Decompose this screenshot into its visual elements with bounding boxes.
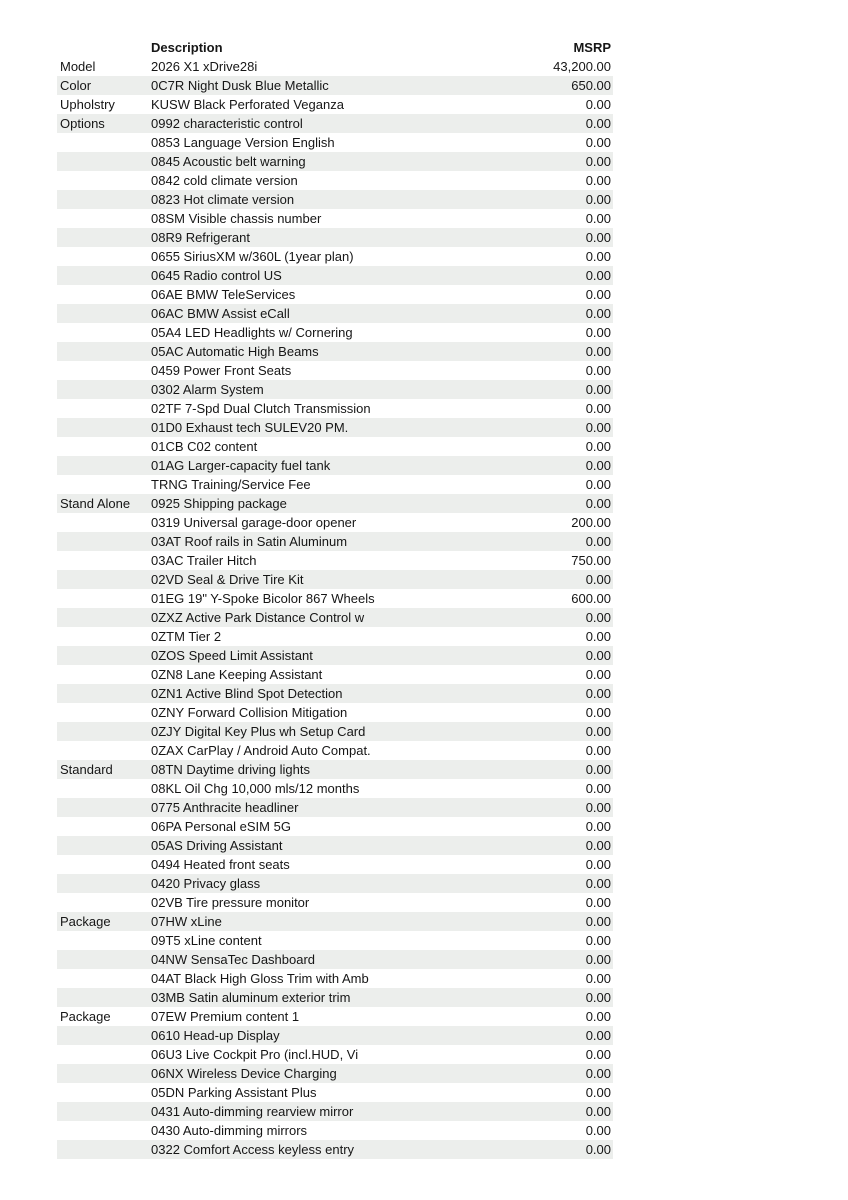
row-description: 0302 Alarm System <box>151 382 264 397</box>
row-description: 0655 SiriusXM w/360L (1year plan) <box>151 249 354 264</box>
table-row <box>57 988 613 1007</box>
table-row <box>57 950 613 969</box>
table-row <box>57 247 613 266</box>
row-description: 05AS Driving Assistant <box>151 838 283 853</box>
row-msrp: 0.00 <box>585 686 611 701</box>
row-description: 07HW xLine <box>151 914 222 929</box>
table-row <box>57 456 613 475</box>
table-row <box>57 532 613 551</box>
row-msrp: 0.00 <box>585 268 611 283</box>
row-description: 0ZAX CarPlay / Android Auto Compat. <box>151 743 371 758</box>
row-description: 05AC Automatic High Beams <box>151 344 319 359</box>
row-msrp: 0.00 <box>585 648 611 663</box>
row-description: 03MB Satin aluminum exterior trim <box>151 990 351 1005</box>
row-msrp: 0.00 <box>585 420 611 435</box>
row-category: Package <box>60 1009 111 1024</box>
table-row <box>57 912 613 931</box>
table-row <box>57 304 613 323</box>
row-msrp: 0.00 <box>585 439 611 454</box>
table-row <box>57 437 613 456</box>
table-row <box>57 646 613 665</box>
row-description: 0ZN8 Lane Keeping Assistant <box>151 667 323 682</box>
row-description: 0ZOS Speed Limit Assistant <box>151 648 313 663</box>
table-row <box>57 627 613 646</box>
row-description: 2026 X1 xDrive28i <box>151 59 258 74</box>
table-row <box>57 323 613 342</box>
row-msrp: 0.00 <box>585 534 611 549</box>
row-description: 08R9 Refrigerant <box>151 230 250 245</box>
row-description: 08KL Oil Chg 10,000 mls/12 months <box>151 781 360 796</box>
table-row <box>57 760 613 779</box>
row-description: 08TN Daytime driving lights <box>151 762 310 777</box>
table-row <box>57 266 613 285</box>
row-description: 01CB C02 content <box>151 439 258 454</box>
row-msrp: 0.00 <box>585 230 611 245</box>
row-msrp: 0.00 <box>585 1085 611 1100</box>
table-row <box>57 608 613 627</box>
table-row <box>57 1026 613 1045</box>
row-description: 0319 Universal garage-door opener <box>151 515 357 530</box>
row-msrp: 0.00 <box>585 876 611 891</box>
table-row <box>57 228 613 247</box>
row-description: 0ZXZ Active Park Distance Control w <box>151 610 365 625</box>
table-row <box>57 684 613 703</box>
table-row <box>57 342 613 361</box>
table-row <box>57 1121 613 1140</box>
table-row <box>57 969 613 988</box>
row-category: Options <box>60 116 105 131</box>
row-description: 0645 Radio control US <box>151 268 282 283</box>
row-msrp: 0.00 <box>585 914 611 929</box>
row-msrp: 0.00 <box>585 382 611 397</box>
row-description: 0322 Comfort Access keyless entry <box>151 1142 355 1157</box>
row-msrp: 0.00 <box>585 857 611 872</box>
table-row <box>57 893 613 912</box>
table-row <box>57 171 613 190</box>
row-msrp: 0.00 <box>585 344 611 359</box>
vehicle-options-document <box>57 38 613 1159</box>
table-row <box>57 589 613 608</box>
table-row <box>57 95 613 114</box>
table-row <box>57 361 613 380</box>
row-msrp: 0.00 <box>585 933 611 948</box>
table-row <box>57 817 613 836</box>
table-row <box>57 380 613 399</box>
table-row <box>57 798 613 817</box>
row-msrp: 600.00 <box>571 591 611 606</box>
table-row <box>57 114 613 133</box>
table-row <box>57 418 613 437</box>
row-msrp: 0.00 <box>585 477 611 492</box>
row-msrp: 0.00 <box>585 325 611 340</box>
row-msrp: 0.00 <box>585 1142 611 1157</box>
row-description: 05DN Parking Assistant Plus <box>151 1085 317 1100</box>
table-row <box>57 1140 613 1159</box>
row-msrp: 0.00 <box>585 116 611 131</box>
table-row <box>57 551 613 570</box>
row-description: 06NX Wireless Device Charging <box>151 1066 337 1081</box>
row-msrp: 200.00 <box>571 515 611 530</box>
row-description: 0430 Auto-dimming mirrors <box>151 1123 308 1138</box>
table-row <box>57 779 613 798</box>
row-msrp: 43,200.00 <box>553 59 611 74</box>
row-msrp: 0.00 <box>585 724 611 739</box>
row-category: Package <box>60 914 111 929</box>
row-description: 03AT Roof rails in Satin Aluminum <box>151 534 348 549</box>
row-description: 08SM Visible chassis number <box>151 211 322 226</box>
row-msrp: 0.00 <box>585 800 611 815</box>
table-row <box>57 836 613 855</box>
row-msrp: 0.00 <box>585 990 611 1005</box>
row-description: 01D0 Exhaust tech SULEV20 PM. <box>151 420 349 435</box>
row-description: 01AG Larger-capacity fuel tank <box>151 458 331 473</box>
row-msrp: 0.00 <box>585 211 611 226</box>
row-category: Stand Alone <box>60 496 131 511</box>
row-msrp: 0.00 <box>585 572 611 587</box>
row-msrp: 0.00 <box>585 249 611 264</box>
row-msrp: 0.00 <box>585 1104 611 1119</box>
row-description: 02VD Seal & Drive Tire Kit <box>151 572 304 587</box>
table-row <box>57 285 613 304</box>
row-msrp: 0.00 <box>585 762 611 777</box>
table-row <box>57 133 613 152</box>
row-msrp: 750.00 <box>571 553 611 568</box>
table-row <box>57 722 613 741</box>
row-category: Upholstry <box>60 97 115 112</box>
row-category: Color <box>60 78 92 93</box>
row-description: KUSW Black Perforated Veganza <box>151 97 344 112</box>
row-description: 04AT Black High Gloss Trim with Amb <box>151 971 369 986</box>
row-description: 05A4 LED Headlights w/ Cornering <box>151 325 353 340</box>
row-description: 06U3 Live Cockpit Pro (incl.HUD, Vi <box>151 1047 359 1062</box>
row-description: 0459 Power Front Seats <box>151 363 292 378</box>
row-msrp: 0.00 <box>585 1047 611 1062</box>
table-row <box>57 475 613 494</box>
table-row <box>57 665 613 684</box>
row-description: 0853 Language Version English <box>151 135 335 150</box>
row-description: 0775 Anthracite headliner <box>151 800 299 815</box>
row-description: 0842 cold climate version <box>151 173 298 188</box>
row-msrp: 0.00 <box>585 173 611 188</box>
row-description: 0420 Privacy glass <box>151 876 261 891</box>
table-row <box>57 76 613 95</box>
row-msrp: 0.00 <box>585 895 611 910</box>
table-header-row <box>57 38 613 57</box>
row-msrp: 0.00 <box>585 952 611 967</box>
row-description: 03AC Trailer Hitch <box>151 553 257 568</box>
table-row <box>57 703 613 722</box>
table-row <box>57 1007 613 1026</box>
row-msrp: 0.00 <box>585 496 611 511</box>
row-description: 0610 Head-up Display <box>151 1028 280 1043</box>
table-row <box>57 931 613 950</box>
table-row <box>57 152 613 171</box>
row-msrp: 0.00 <box>585 458 611 473</box>
row-description: 0431 Auto-dimming rearview mirror <box>151 1104 354 1119</box>
row-msrp: 0.00 <box>585 97 611 112</box>
row-description: 0ZN1 Active Blind Spot Detection <box>151 686 343 701</box>
row-msrp: 0.00 <box>585 1009 611 1024</box>
row-description: 09T5 xLine content <box>151 933 262 948</box>
table-row <box>57 399 613 418</box>
row-description: 0845 Acoustic belt warning <box>151 154 306 169</box>
row-description: 0925 Shipping package <box>151 496 287 511</box>
row-description: 02VB Tire pressure monitor <box>151 895 310 910</box>
row-description: 07EW Premium content 1 <box>151 1009 300 1024</box>
row-msrp: 0.00 <box>585 306 611 321</box>
row-msrp: 650.00 <box>571 78 611 93</box>
header-description: Description <box>151 40 223 55</box>
row-description: 0494 Heated front seats <box>151 857 290 872</box>
row-description: 06AE BMW TeleServices <box>151 287 296 302</box>
row-msrp: 0.00 <box>585 1028 611 1043</box>
row-msrp: 0.00 <box>585 971 611 986</box>
table-row <box>57 1045 613 1064</box>
row-description: 0ZJY Digital Key Plus wh Setup Card <box>151 724 366 739</box>
table-body <box>57 57 613 1159</box>
row-msrp: 0.00 <box>585 819 611 834</box>
table-row <box>57 1064 613 1083</box>
row-msrp: 0.00 <box>585 287 611 302</box>
table-row <box>57 570 613 589</box>
table-row <box>57 741 613 760</box>
header-msrp: MSRP <box>573 40 611 55</box>
table-row <box>57 874 613 893</box>
row-description: 0823 Hot climate version <box>151 192 295 207</box>
row-msrp: 0.00 <box>585 154 611 169</box>
row-description: 06PA Personal eSIM 5G <box>151 819 291 834</box>
row-category: Standard <box>60 762 113 777</box>
table-row <box>57 513 613 532</box>
row-description: 04NW SensaTec Dashboard <box>151 952 316 967</box>
row-msrp: 0.00 <box>585 743 611 758</box>
row-msrp: 0.00 <box>585 781 611 796</box>
row-msrp: 0.00 <box>585 1066 611 1081</box>
table-row <box>57 190 613 209</box>
table-row <box>57 57 613 76</box>
row-description: 02TF 7-Spd Dual Clutch Transmission <box>151 401 371 416</box>
row-description: 0ZTM Tier 2 <box>151 629 222 644</box>
row-msrp: 0.00 <box>585 838 611 853</box>
row-description: 0ZNY Forward Collision Mitigation <box>151 705 348 720</box>
table-row <box>57 1102 613 1121</box>
row-msrp: 0.00 <box>585 135 611 150</box>
row-description: TRNG Training/Service Fee <box>151 477 311 492</box>
row-msrp: 0.00 <box>585 363 611 378</box>
table-row <box>57 494 613 513</box>
row-msrp: 0.00 <box>585 192 611 207</box>
table-row <box>57 855 613 874</box>
row-description: 0C7R Night Dusk Blue Metallic <box>151 78 329 93</box>
row-description: 06AC BMW Assist eCall <box>151 306 290 321</box>
row-description: 0992 characteristic control <box>151 116 303 131</box>
row-msrp: 0.00 <box>585 667 611 682</box>
row-msrp: 0.00 <box>585 1123 611 1138</box>
row-category: Model <box>60 59 96 74</box>
row-msrp: 0.00 <box>585 705 611 720</box>
row-msrp: 0.00 <box>585 610 611 625</box>
row-msrp: 0.00 <box>585 629 611 644</box>
row-description: 01EG 19" Y-Spoke Bicolor 867 Wheels <box>151 591 375 606</box>
table-row <box>57 1083 613 1102</box>
row-msrp: 0.00 <box>585 401 611 416</box>
table-row <box>57 209 613 228</box>
